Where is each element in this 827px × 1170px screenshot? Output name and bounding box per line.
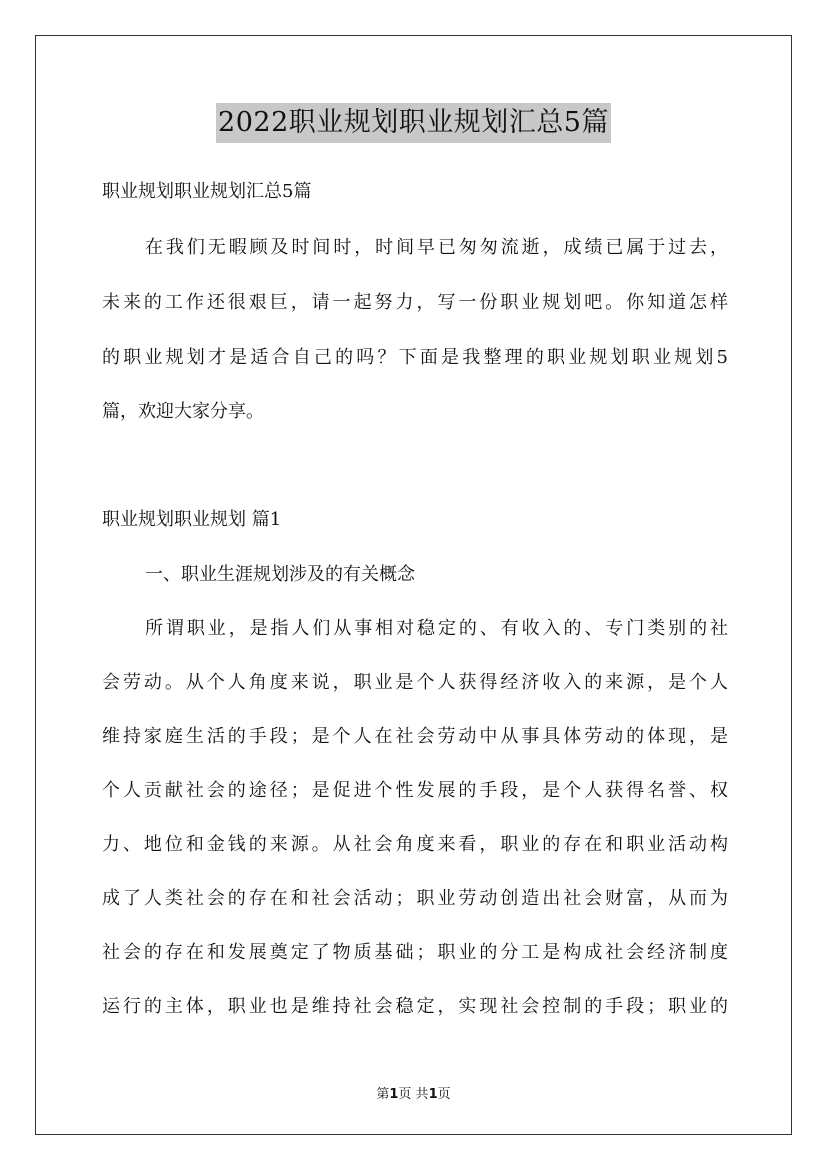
footer-prefix: 第 [376, 1087, 390, 1102]
body-line-3: 维持家庭生活的手段；是个人在社会劳动中从事具体劳动的体现，是 [102, 726, 728, 747]
subsection-heading: 一、职业生涯规划涉及的有关概念 [145, 564, 415, 585]
body-line-5: 力、地位和金钱的来源。从社会角度来看，职业的存在和职业活动构 [102, 834, 728, 855]
footer-current-page: 1 [389, 1087, 399, 1102]
title-container [0, 103, 827, 143]
body-line-2: 会劳动。从个人角度来说，职业是个人获得经济收入的来源，是个人 [102, 672, 728, 693]
section-heading: 职业规划职业规划 篇1 [102, 509, 282, 530]
body-line-8: 运行的主体，职业也是维持社会稳定，实现社会控制的手段；职业的 [102, 996, 728, 1017]
document-subtitle: 职业规划职业规划汇总5篇 [102, 181, 312, 202]
body-line-4: 个人贡献社会的途径；是促进个性发展的手段，是个人获得名誉、权 [102, 780, 728, 801]
intro-line-3: 的职业规划才是适合自己的吗？下面是我整理的职业规划职业规划5 [102, 347, 728, 368]
footer-suffix: 页 [437, 1087, 451, 1102]
document-title: 2022职业规划职业规划汇总5篇 [216, 103, 611, 143]
body-line-7: 社会的存在和发展奠定了物质基础；职业的分工是构成社会经济制度 [102, 942, 728, 963]
intro-line-2: 未来的工作还很艰巨，请一起努力，写一份职业规划吧。你知道怎样 [102, 292, 728, 313]
page-footer [0, 1083, 827, 1102]
body-line-6: 成了人类社会的存在和社会活动；职业劳动创造出社会财富，从而为 [102, 888, 728, 909]
intro-line-1: 在我们无暇顾及时间时，时间早已匆匆流逝，成绩已属于过去， [145, 237, 728, 258]
footer-total-pages: 1 [428, 1087, 438, 1102]
body-line-1: 所谓职业，是指人们从事相对稳定的、有收入的、专门类别的社 [145, 618, 728, 639]
footer-mid: 页 共 [398, 1087, 429, 1102]
intro-line-4: 篇，欢迎大家分享。 [102, 401, 264, 422]
